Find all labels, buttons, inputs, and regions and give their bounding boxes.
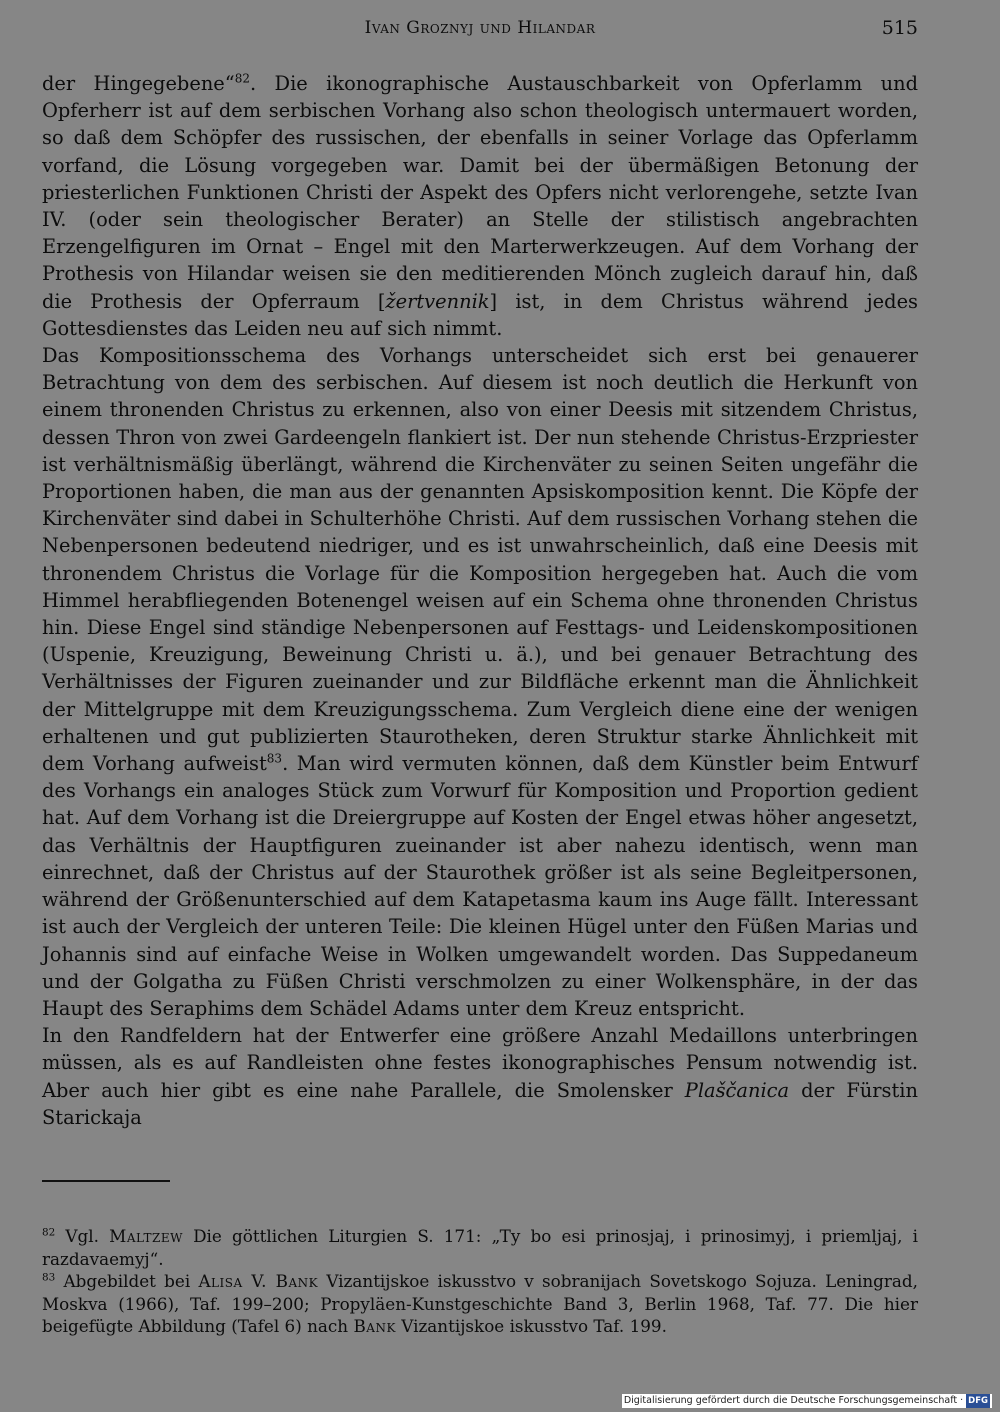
author-name: Bank [353,1316,396,1336]
text-run: Das Kompositionsschema des Vorhangs unterscheidet sich erst bei genauerer Betrachtung von dem des serbischen. Auf diesem ist noch deutlich die Herkunft von einem thronenden Christus zu erkennen, also von einer Deesis mit sitzendem Christus, dessen Thron von zwei Gardeengeln flankiert ist. Der nun stehende Christus-Erzpriester ist verhältnismäßig überlängt, während die Kirchenväter zu seinen Seiten ungefähr die Proportionen haben, die man aus der genannten Apsiskomposition kennt. Die Köpfe der Kirchenväter sind dabei in Schulterhöhe Christi. Auf dem russischen Vorhang stehen die Nebenpersonen bedeutend niedriger, und es ist unwahrscheinlich, daß eine Deesis mit thronendem Christus die Vorlage für die Komposition hergegeben hat. Auch die vom Himmel herabfliegenden Botenengel weisen auf ein Schema ohne thronenden Christus hin. Diese Engel sind ständige Nebenpersonen auf Festtags- und Leidenskompositionen (Uspenie, Kreuzigung, Beweinung Christi u. ä.), und bei genauer Betrachtung des Verhältnisses der Figuren zueinander und zur Bildfläche erkennt man die Ähnlichkeit der Mittelgruppe mit dem Kreuzigungsschema. Zum Vergleich diene eine der wenigen erhaltenen und gut publizierten Staurotheken, deren Struktur starke Ähnlichkeit mit dem Vorhang aufweist [42,344,918,776]
italic-term: Plaščanica [684,1078,790,1102]
credit-text: Digitalisierung gefördert durch die Deutsche Forschungsgemeinschaft · [623,1395,964,1406]
text-run: Die göttlichen Liturgien S. 171: „Ty bo esi prinosjaj, i prinosimyj, i priemljaj, i razdavaemyj“. [42,1226,918,1269]
footnote-ref-83: 83 [266,751,283,766]
running-title: Ivan Groznyj und Hilandar [364,18,596,38]
footnote-ref-82: 82 [234,71,250,86]
running-header [42,14,918,44]
paragraph-3 [42,1022,918,1131]
footnotes [42,1225,918,1338]
text-run: In den Randfeldern hat der Entwerfer eine größere Anzahl Medaillons unterbringen müssen, als es auf Randleisten ohne festes ikonographisches Pensum notwendig ist. Aber auch hier gibt es eine nahe Parallele, die Smolensker [42,1024,918,1102]
text-run: ] ist, in dem Christus während jedes Gottesdienstes das Leiden neu auf sich nimmt. [42,289,918,340]
italic-term: žertvennik [385,289,490,313]
footnote-number: 82 [42,1226,56,1239]
text-run: Vizantijskoe iskusstvo v sobranijach Sovetskogo Sojuza. Leningrad, Moskva (1966), Taf. 199–200; Propyläen-Kunstgeschichte Band 3, Berlin 1968, Taf. 77. Die hier beigefügte Abbildung (Tafel 6) nach [42,1271,918,1336]
text-run: . Die ikonographische Austauschbarkeit von Opferlamm und Opferherr ist auf dem serbischen Vorhang also schon theologisch untermauert worden, so daß dem Schöpfer des russischen, der ebenfalls in seiner Vorlage das Opferlamm vorfand, die Lösung vorgegeben war. Damit bei der übermäßigen Betonung der priesterlichen Funktionen Christi der Aspekt des Opfers nicht verlorengehe, setzte Ivan IV. (oder sein theologischer Berater) an Stelle der stilistisch angebrachten Erzengelfiguren im Ornat – Engel mit den Marterwerkzeugen. Auf dem Vorhang der Prothesis von Hilandar weisen sie den meditierenden Mönch zugleich darauf hin, daß die Prothesis der Opferraum [ [42,72,918,313]
page-number: 515 [881,17,918,39]
text-run: Abgebildet bei [55,1271,199,1291]
footnote-number: 83 [42,1271,56,1284]
text-run: der Hingegebene“ [42,72,235,95]
text-run: . Man wird vermuten können, daß dem Künstler beim Entwurf des Vorhangs ein analoges Stück zum Vorwurf für Komposition und Proportion gedient hat. Auf dem Vorhang ist die Dreiergruppe auf Kosten der Engel etwas höher angesetzt, das Verhältnis der Hauptfiguren zueinander ist aber nahezu identisch, wenn man einrechnet, daß der Christus auf der Staurothek größer ist als seine Begleitpersonen, während der Größenunterschied auf dem Katapetasma kaum ins Auge fällt. Interessant ist auch der Vergleich der unteren Teile: Die kleinen Hügel unter den Füßen Marias und Johannis sind auf einfache Weise in Wolken umgewandelt worden. Das Suppedaneum und der Golgatha zu Füßen Christi verschmolzen zu einer Wolkensphäre, in der das Haupt des Seraphims dem Schädel Adams unter dem Kreuz entspricht. [42,752,918,1020]
dfg-logo-icon: DFG [968,1396,988,1406]
text-run: der Fürstin Starickaja [42,1078,918,1129]
footnote-83 [42,1270,918,1338]
author-name: Alisa V. Bank [198,1271,319,1291]
main-text [42,70,918,1131]
paragraph-2 [42,342,918,1022]
footnote-82 [42,1225,918,1270]
author-name: Maltzew [109,1226,183,1246]
digitization-credit [622,1394,992,1408]
footnote-divider [42,1180,170,1182]
paragraph-1 [42,70,918,342]
text-run: Vizantijskoe iskusstvo Taf. 199. [395,1316,667,1336]
text-run: Vgl. [55,1226,110,1246]
